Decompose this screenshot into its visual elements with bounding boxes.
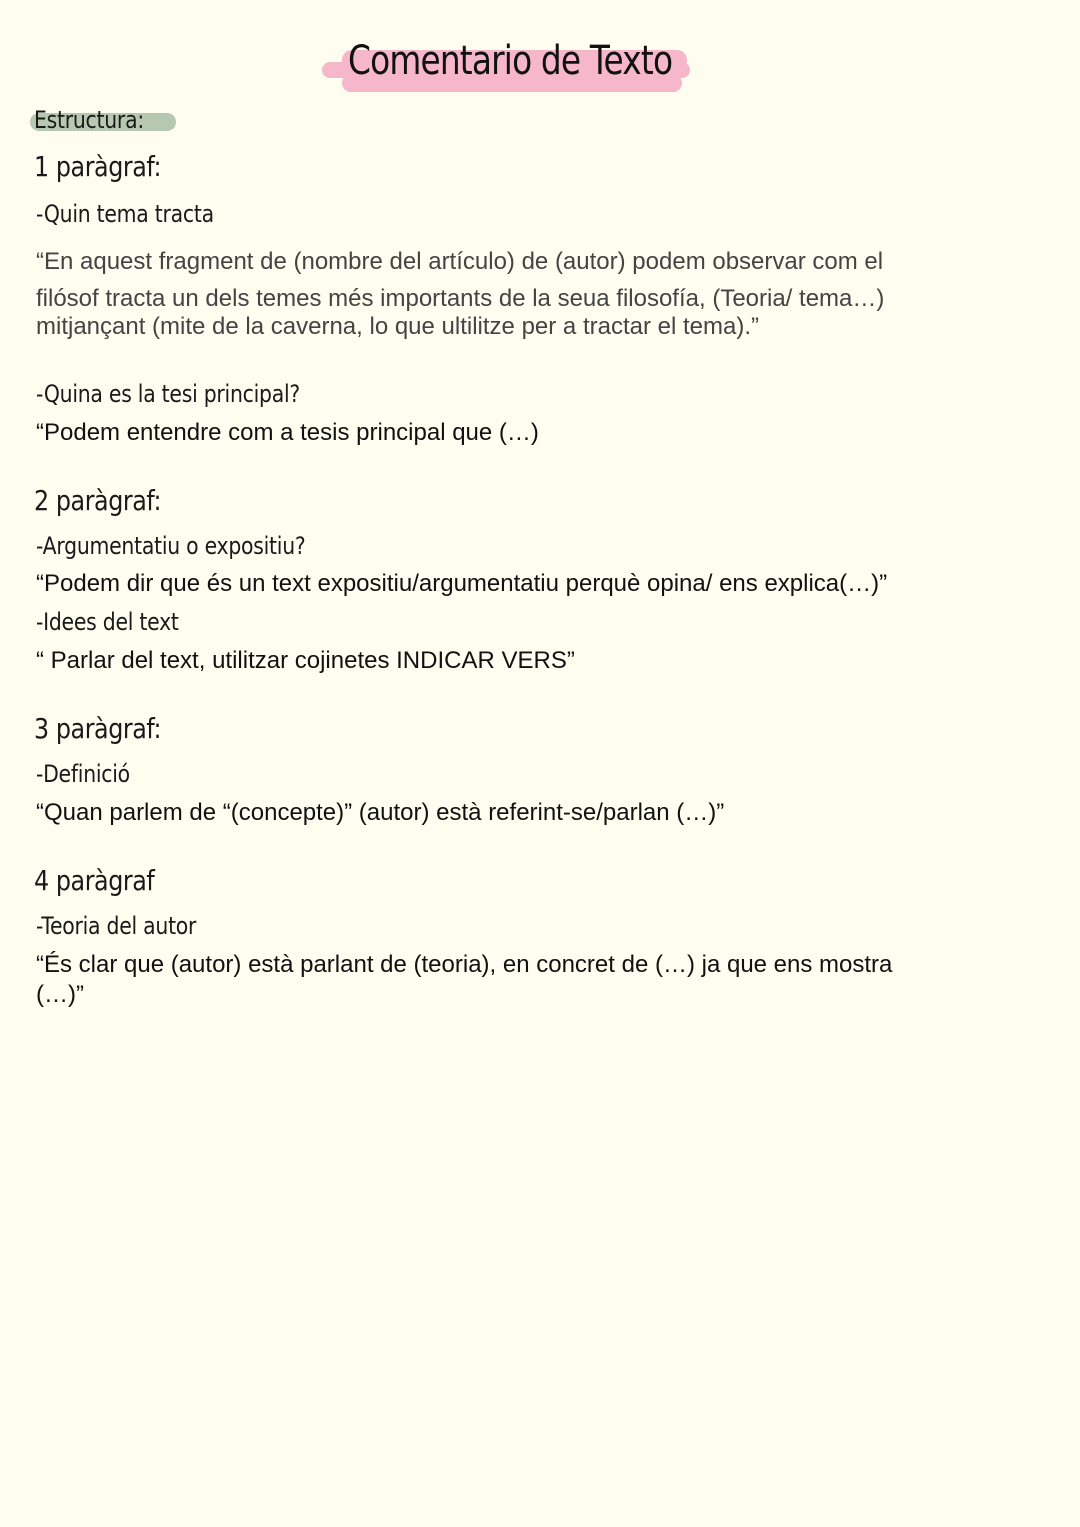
paragraph-4-item-1-template-line: (…)” xyxy=(36,981,84,1008)
paragraph-2-item-2-template-line: “ Parlar del text, utilitzar cojinetes INDICAR VERS” xyxy=(36,647,575,674)
paragraph-1-item-1-template-line: “En aquest fragment de (nombre del artículo) de (autor) podem observar com el xyxy=(36,248,884,275)
paragraph-1-item-2-template-line: “Podem entendre com a tesis principal que (…) xyxy=(36,419,539,446)
paragraph-2-item-1-label: -Argumentatiu o expositiu? xyxy=(36,532,306,560)
paragraph-3-heading: 3 paràgraf: xyxy=(34,712,162,745)
page-title-block xyxy=(322,38,692,98)
paragraph-4-item-1-template-line: “És clar que (autor) està parlant de (teoria), en concret de (…) ja que ens mostra xyxy=(36,951,893,978)
paragraph-1-item-2-label: -Quina es la tesi principal? xyxy=(36,380,300,408)
paragraph-2-item-1-template-line: “Podem dir que és un text expositiu/argumentatiu perquè opina/ ens explica(…)” xyxy=(36,570,888,597)
structure-label: Estructura: xyxy=(34,106,144,134)
paragraph-1-item-1-label: -Quin tema tracta xyxy=(36,200,214,228)
paragraph-4-item-1-label: -Teoria del autor xyxy=(36,912,197,940)
paragraph-3-item-1-label: -Definició xyxy=(36,760,130,788)
paragraph-1-item-1-template-line: filósof tracta un dels temes més importants de la seua filosofía, (Teoria/ tema…) xyxy=(36,285,885,312)
paragraph-3-item-1-template-line: “Quan parlem de “(concepte)” (autor) està referint-se/parlan (…)” xyxy=(36,799,725,826)
paragraph-1-item-1-template-line: mitjançant (mite de la caverna, lo que ultilitze per a tractar el tema).” xyxy=(36,313,759,340)
paragraph-2-heading: 2 paràgraf: xyxy=(34,484,162,517)
page-title: Comentario de Texto xyxy=(348,38,673,84)
paragraph-4-heading: 4 paràgraf xyxy=(34,864,155,897)
paragraph-2-item-2-label: -Idees del text xyxy=(36,608,179,636)
paragraph-1-heading: 1 paràgraf: xyxy=(34,150,162,183)
